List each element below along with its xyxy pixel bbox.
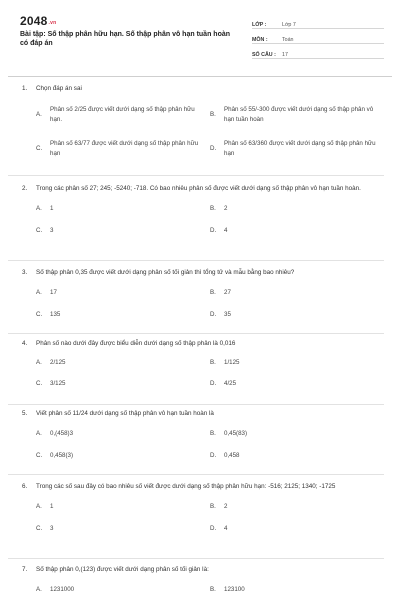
worksheet-page (8, 8, 392, 608)
meta-label: MÔN : (252, 37, 268, 43)
worksheet-title: Bài tập: Số thập phân hữu hạn. Số thập phân vô hạn tuần hoàn có đáp án (20, 31, 231, 47)
option-c[interactable] (36, 226, 186, 236)
option-b[interactable] (210, 358, 360, 368)
option-letter: D. (210, 525, 217, 532)
option-text: 1 (50, 503, 54, 510)
option-text: Phân số 55/-300 được viết dưới dạng số thập phân vô hạn tuần hoàn (224, 106, 374, 123)
option-text: 0,458(3) (50, 452, 74, 459)
meta-row-subject (252, 29, 384, 44)
header-divider (8, 76, 392, 77)
question-divider (8, 474, 384, 475)
option-letter: B. (210, 586, 216, 593)
option-c[interactable] (36, 451, 186, 461)
option-text: 27 (224, 289, 231, 296)
question-2 (22, 184, 384, 244)
question-divider (8, 260, 384, 261)
question-text: Số thập phân 0,(123) được viết dưới dạng phân số tối giản là: (36, 566, 209, 573)
option-letter: C. (36, 145, 43, 152)
option-letter: C. (36, 380, 43, 387)
option-letter: B. (210, 289, 216, 296)
option-letter: A. (36, 289, 42, 296)
option-c[interactable] (36, 379, 186, 389)
question-number: 6. (22, 483, 28, 490)
option-c[interactable] (36, 139, 204, 159)
question-divider (8, 558, 384, 559)
question-text: Trong các số sau đây có bao nhiêu số viết được dưới dạng số thập phân hữu hạn: -516; 2125; 1340; -1725 (36, 483, 336, 490)
question-text: Viết phân số 11/24 dưới dạng số thập phân vô hạn tuần hoàn là (36, 410, 214, 417)
option-letter: D. (210, 452, 217, 459)
option-b[interactable] (210, 585, 360, 595)
option-text: 3 (50, 227, 54, 234)
meta-label: LỚP : (252, 22, 267, 28)
option-letter: B. (210, 205, 216, 212)
option-a[interactable] (36, 429, 186, 439)
option-letter: A. (36, 430, 42, 437)
option-letter: A. (36, 503, 42, 510)
option-letter: A. (36, 111, 42, 118)
option-text: 0,45(83) (224, 430, 248, 437)
question-number: 3. (22, 269, 28, 276)
option-text: 17 (50, 289, 57, 296)
option-d[interactable] (210, 310, 360, 320)
worksheet-header (8, 8, 392, 62)
option-text: 1/125 (224, 359, 240, 366)
option-d[interactable] (210, 379, 360, 389)
question-divider (8, 175, 384, 176)
question-3 (22, 268, 384, 328)
option-text: 4 (224, 525, 228, 532)
option-b[interactable] (210, 204, 360, 214)
option-letter: A. (36, 205, 42, 212)
logo-domain: .vn (48, 20, 57, 26)
site-logo[interactable] (20, 14, 56, 28)
option-text: 135 (50, 311, 61, 318)
option-text: 35 (224, 311, 231, 318)
option-letter: C. (36, 227, 43, 234)
option-c[interactable] (36, 524, 186, 534)
option-a[interactable] (36, 288, 186, 298)
option-text: 4/25 (224, 380, 237, 387)
option-a[interactable] (36, 502, 186, 512)
option-d[interactable] (210, 226, 360, 236)
question-text: Phân số nào dưới đây được biểu diễn dưới dạng số thập phân là 0,016 (36, 340, 236, 347)
option-b[interactable] (210, 105, 384, 125)
option-letter: D. (210, 145, 217, 152)
option-letter: C. (36, 452, 43, 459)
option-letter: C. (36, 311, 43, 318)
question-number: 2. (22, 185, 28, 192)
question-number: 1. (22, 85, 28, 92)
option-text: 0,458 (224, 452, 240, 459)
option-text: 2 (224, 503, 228, 510)
option-b[interactable] (210, 502, 360, 512)
meta-label: SỐ CÂU : (252, 52, 276, 58)
option-text: 3/125 (50, 380, 66, 387)
option-text: 1 (50, 205, 54, 212)
worksheet-meta (252, 14, 384, 59)
question-divider (8, 333, 384, 334)
option-text: Phân số 63/360 được viết dưới dạng số thập phân hữu hạn (224, 140, 376, 157)
question-7 (22, 565, 384, 605)
option-letter: A. (36, 586, 42, 593)
option-letter: B. (210, 430, 216, 437)
option-text: 3 (50, 525, 54, 532)
meta-value: 17 (282, 52, 288, 58)
option-letter: B. (210, 111, 216, 118)
option-letter: D. (210, 311, 217, 318)
option-text: 0,(458)3 (50, 430, 74, 437)
question-text: Chọn đáp án sai (36, 85, 82, 92)
option-d[interactable] (210, 451, 360, 461)
option-letter: B. (210, 503, 216, 510)
meta-row-class (252, 14, 384, 29)
option-text: Phân số 2/25 được viết dưới dạng số thập phân hữu hạn. (50, 106, 195, 123)
question-5 (22, 409, 384, 469)
option-text: Phân số 63/77 được viết dưới dạng số thập phân hữu hạn (50, 140, 199, 157)
option-a[interactable] (36, 585, 186, 595)
question-1 (22, 84, 384, 165)
question-text: Số thập phân 0,35 được viết dưới dạng phân số tối giản thì tổng tử và mẫu bằng bao nhiêu? (36, 269, 295, 276)
option-text: 4 (224, 227, 228, 234)
question-text: Trong các phân số 27; 245; -5240; -718. Có bao nhiêu phân số được viết dưới dạng số thập phân vô hạn tuần hoàn. (36, 185, 361, 192)
meta-value: Toán (282, 37, 294, 43)
option-letter: A. (36, 359, 42, 366)
option-d[interactable] (210, 139, 384, 159)
option-letter: D. (210, 380, 217, 387)
option-letter: D. (210, 227, 217, 234)
meta-value: Lớp 7 (282, 22, 296, 28)
question-number: 7. (22, 566, 28, 573)
option-text: 2 (224, 205, 228, 212)
question-4 (22, 339, 384, 398)
option-letter: C. (36, 525, 43, 532)
option-a[interactable] (36, 358, 186, 368)
option-b[interactable] (210, 429, 360, 439)
option-b[interactable] (210, 288, 360, 298)
option-a[interactable] (36, 204, 186, 214)
option-d[interactable] (210, 524, 360, 534)
logo-text: 2048 (20, 14, 48, 28)
option-text: 2/125 (50, 359, 66, 366)
option-a[interactable] (36, 105, 204, 125)
option-text: 1231000 (50, 586, 75, 593)
question-number: 5. (22, 410, 28, 417)
question-divider (8, 404, 384, 405)
question-number: 4. (22, 340, 28, 347)
question-6 (22, 482, 384, 542)
option-c[interactable] (36, 310, 186, 320)
meta-row-count (252, 44, 384, 59)
option-text: 123100 (224, 586, 245, 593)
option-letter: B. (210, 359, 216, 366)
